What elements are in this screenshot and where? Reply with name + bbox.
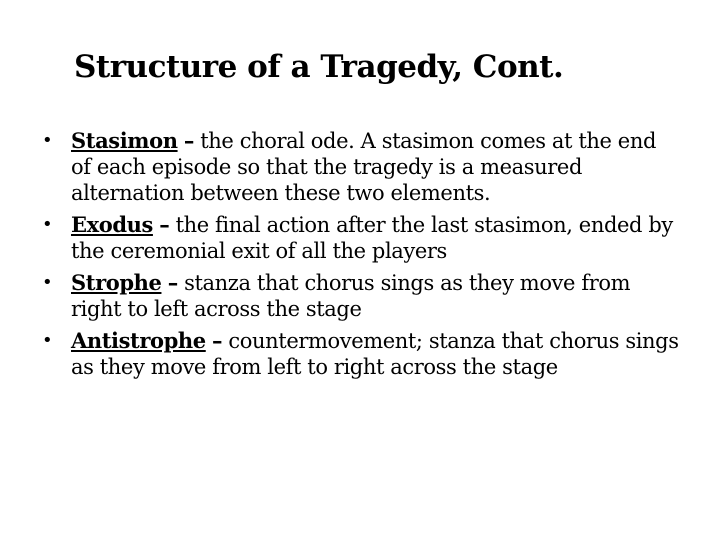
term-dash: – bbox=[159, 212, 170, 237]
definition-antistrophe: countermovement; stanza that chorus sings as they move from left to right across the stage bbox=[71, 329, 679, 379]
term-exodus: Exodus bbox=[71, 212, 153, 237]
bullet-icon: • bbox=[42, 272, 53, 293]
bullet-item-strophe bbox=[40, 270, 680, 322]
bullet-item-exodus bbox=[40, 212, 680, 264]
definition-exodus: the final action after the last stasimon, ended by the ceremonial exit of all the players bbox=[71, 213, 673, 263]
term-stasimon: Stasimon bbox=[71, 128, 178, 153]
term-dash: – bbox=[212, 328, 223, 353]
bullet-icon: • bbox=[42, 214, 53, 235]
term-dash: – bbox=[167, 270, 178, 295]
definition-stasimon: the choral ode. A stasimon comes at the end of each episode so that the tragedy is a measured alternation between these two elements. bbox=[71, 129, 656, 205]
term-strophe: Strophe bbox=[71, 270, 162, 295]
definition-strophe: stanza that chorus sings as they move from right to left across the stage bbox=[71, 271, 631, 321]
slide-title: Structure of a Tragedy, Cont. bbox=[74, 49, 564, 85]
bullet-item-antistrophe bbox=[40, 328, 680, 380]
bullet-list bbox=[40, 128, 680, 386]
term-dash: – bbox=[183, 128, 194, 153]
term-antistrophe: Antistrophe bbox=[71, 328, 206, 353]
bullet-item-stasimon bbox=[40, 128, 680, 206]
bullet-icon: • bbox=[42, 330, 53, 351]
bullet-icon: • bbox=[42, 130, 53, 151]
